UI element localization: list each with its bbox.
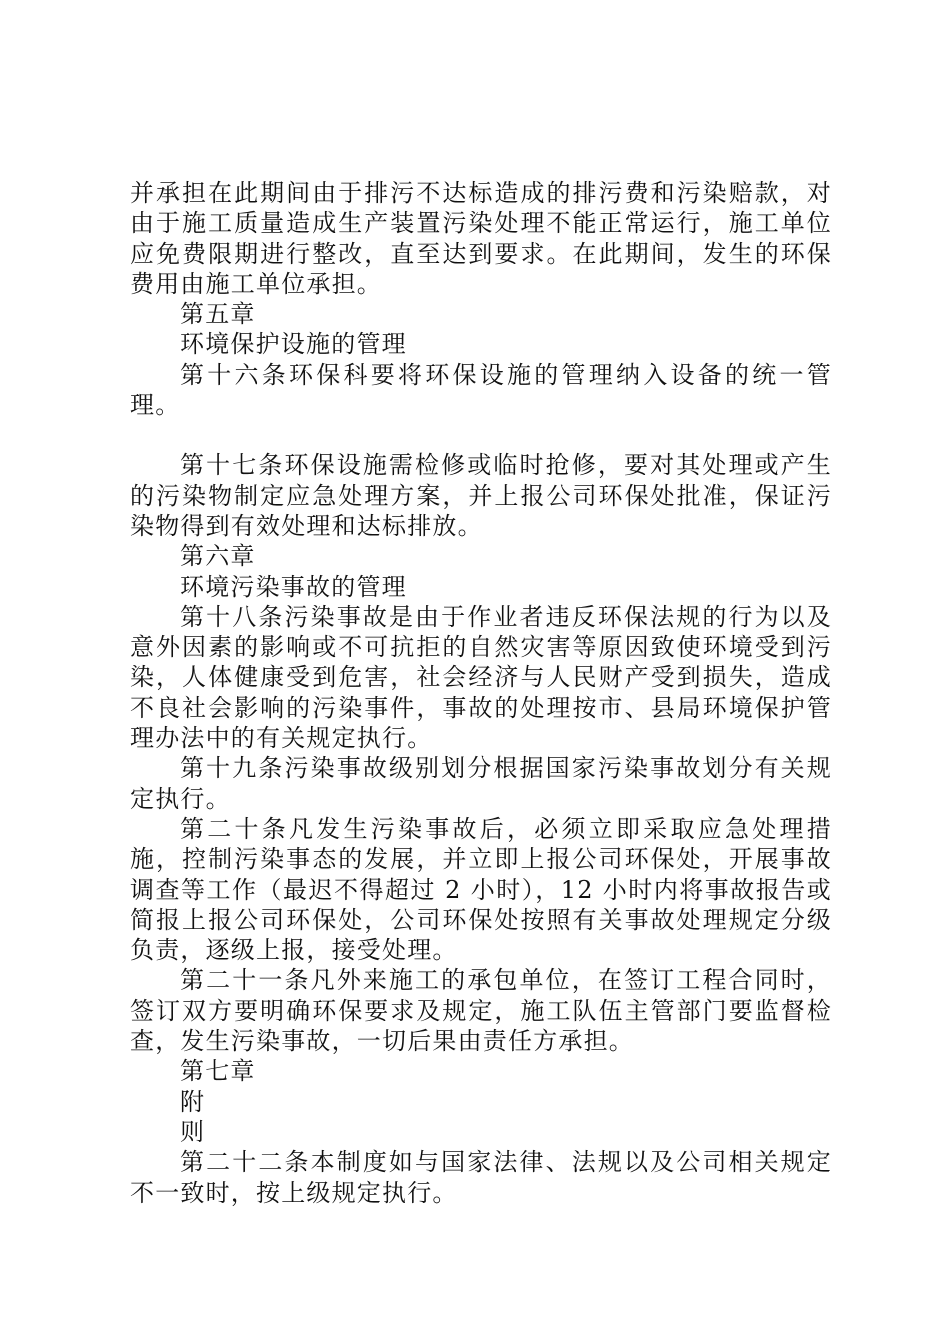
chapter-7-title-part-2: 则: [180, 1117, 206, 1146]
article-17: 第十七条环保设施需检修或临时抢修，要对其处理或产生的污染物制定应急处理方案，并上报公司环保处批准，保证污染物得到有效处理和达标排放。: [130, 451, 832, 540]
paragraph-continuation: 并承担在此期间由于排污不达标造成的排污费和污染赔款，对由于施工质量造成生产装置污染处理不能正常运行，施工单位应免费限期进行整改，直至达到要求。在此期间，发生的环保费用由施工单位承担。: [130, 179, 832, 298]
chapter-6-number: 第六章: [180, 542, 256, 571]
chapter-5-number: 第五章: [180, 300, 256, 329]
article-22: 第二十二条本制度如与国家法律、法规以及公司相关规定不一致时，按上级规定执行。: [130, 1148, 832, 1207]
article-20: 第二十条凡发生污染事故后，必须立即采取应急处理措施，控制污染事态的发展，并立即上报公司环保处，开展事故调查等工作（最迟不得超过 2 小时），12 小时内将事故报告或简报上报公司环保处，公司环保处按照有关事故处理规定分级负责，逐级上报，接受处理。: [130, 814, 832, 965]
chapter-5-title: 环境保护设施的管理: [180, 330, 407, 359]
chapter-7-number: 第七章: [180, 1057, 256, 1086]
article-18: 第十八条污染事故是由于作业者违反环保法规的行为以及意外因素的影响或不可抗拒的自然灾害等原因致使环境受到污染，人体健康受到危害，社会经济与人民财产受到损失，造成不良社会影响的污染事件，事故的处理按市、县局环境保护管理办法中的有关规定执行。: [130, 602, 832, 753]
article-19: 第十九条污染事故级别划分根据国家污染事故划分有关规定执行。: [130, 754, 832, 813]
document-body: [130, 178, 832, 1208]
article-16: 第十六条环保科要将环保设施的管理纳入设备的统一管理。: [130, 360, 832, 420]
chapter-6-title: 环境污染事故的管理: [180, 572, 407, 601]
article-21: 第二十一条凡外来施工的承包单位，在签订工程合同时，签订双方要明确环保要求及规定，施工队伍主管部门要监督检查，发生污染事故，一切后果由责任方承担。: [130, 966, 832, 1056]
chapter-7-title-part-1: 附: [180, 1087, 206, 1116]
blank-line: [130, 420, 832, 450]
